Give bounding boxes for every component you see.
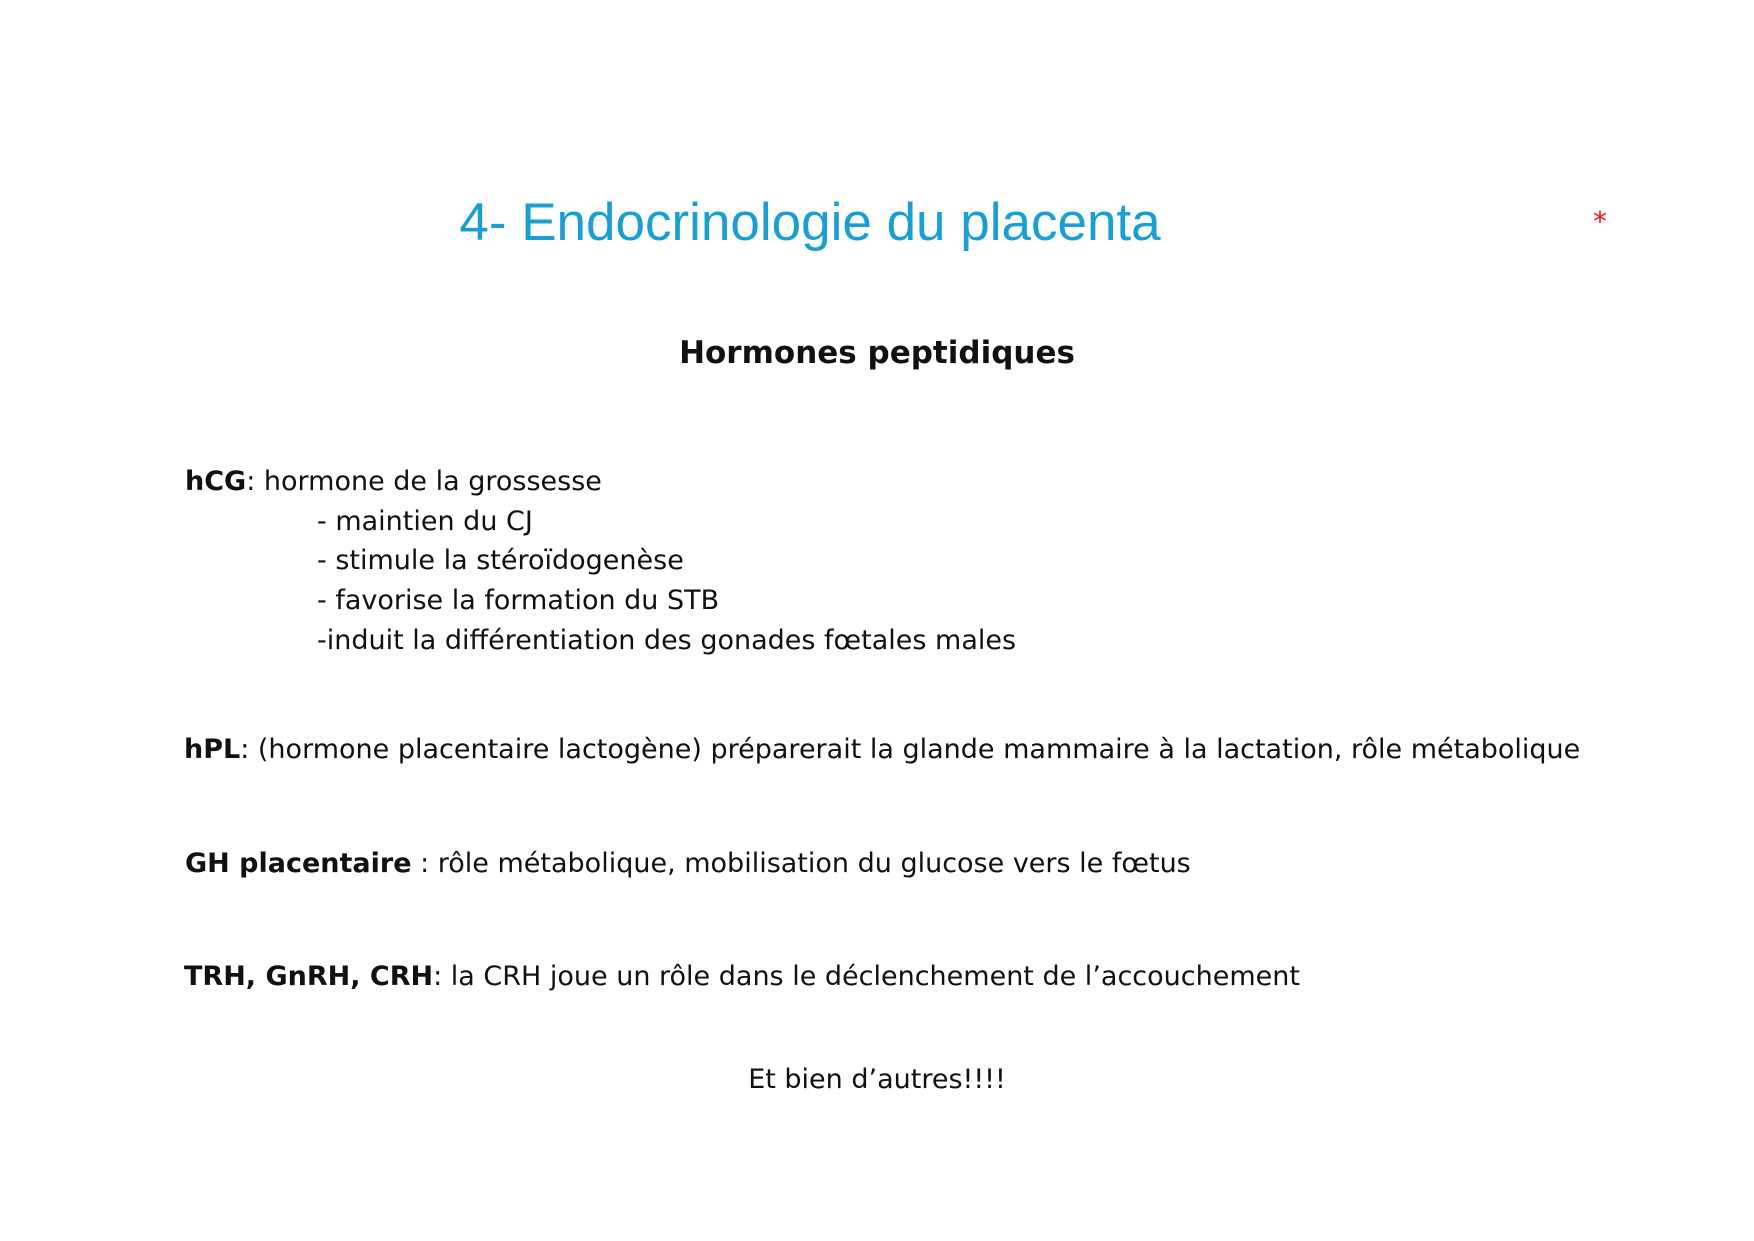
- asterisk-mark: *: [1593, 205, 1607, 238]
- gh-term: GH placentaire: [185, 848, 412, 879]
- hcg-term: hCG: [185, 466, 247, 497]
- hcg-item-1: - maintien du CJ: [317, 506, 533, 537]
- gh-description: : rôle métabolique, mobilisation du glucose vers le fœtus: [411, 848, 1191, 879]
- hpl-description: : (hormone placentaire lactogène) préparerait la glande mammaire à la lactation, rôle métabolique: [240, 734, 1581, 765]
- hpl-term: hPL: [184, 734, 241, 765]
- trh-description: : la CRH joue un rôle dans le déclenchement de l’accouchement: [433, 961, 1300, 992]
- section-subtitle: Hormones peptidiques: [679, 335, 1075, 371]
- hcg-item-4: -induit la différentiation des gonades fœtales males: [317, 625, 1017, 656]
- hcg-description: : hormone de la grossesse: [246, 466, 602, 497]
- hpl-line: [184, 731, 1580, 769]
- hcg-item-3: - favorise la formation du STB: [317, 585, 720, 616]
- hcg-line: [185, 463, 602, 501]
- trh-term: TRH, GnRH, CRH: [184, 961, 434, 992]
- hcg-item-2: - stimule la stéroïdogenèse: [317, 545, 684, 576]
- closing-text: Et bien d’autres!!!!: [748, 1064, 1006, 1095]
- trh-line: [184, 958, 1300, 996]
- slide-title: 4- Endocrinologie du placenta: [459, 193, 1161, 252]
- gh-line: [185, 845, 1191, 883]
